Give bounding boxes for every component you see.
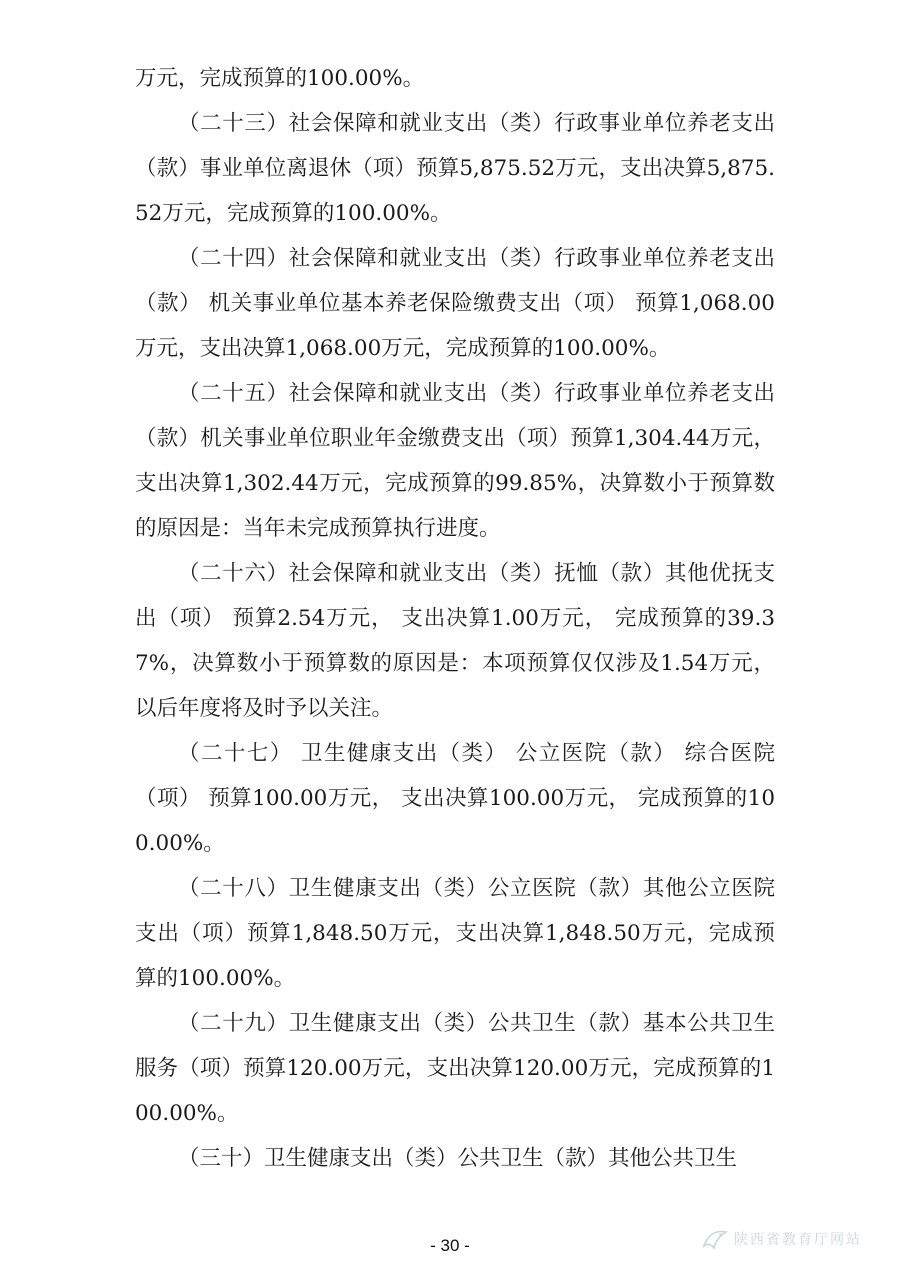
paragraph-4: （二十六）社会保障和就业支出（类）抚恤（款）其他优抚支出（项） 预算2.54万元， 支出决算1.00万元， 完成预算的39.37%，决算数小于预算数的原因是：本项预算仅仅涉及1.54万元，以后年度将及时予以关注。 (135, 561, 775, 721)
page-number: - 30 - (430, 1236, 470, 1255)
watermark-text: 陕西省教育厅网站 (734, 1232, 862, 1248)
paragraph-7: （二十九）卫生健康支出（类）公共卫生（款）基本公共卫生服务（项）预算120.00万元，支出决算120.00万元，完成预算的100.00%。 (135, 1011, 775, 1126)
paragraph-3: （二十五）社会保障和就业支出（类）行政事业单位养老支出（款）机关事业单位职业年金缴费支出（项）预算1,304.44万元，支出决算1,302.44万元，完成预算的99.85%，决算数小于预算数的原因是：当年未完成预算执行进度。 (135, 381, 775, 541)
paragraph-2: （二十四）社会保障和就业支出（类）行政事业单位养老支出（款） 机关事业单位基本养老保险缴费支出（项） 预算1,068.00万元，支出决算1,068.00万元，完成预算的100.00%。 (135, 246, 775, 361)
paragraph-8: （三十）卫生健康支出（类）公共卫生（款）其他公共卫生 (178, 1146, 738, 1171)
body-text (135, 56, 775, 1181)
watermark (702, 1228, 862, 1250)
logo-icon (702, 1228, 728, 1250)
paragraph-5: （二十七） 卫生健康支出（类） 公立医院（款） 综合医院（项） 预算100.00万元， 支出决算100.00万元， 完成预算的100.00%。 (135, 741, 775, 856)
paragraph-6: （二十八）卫生健康支出（类）公立医院（款）其他公立医院支出（项）预算1,848.50万元，支出决算1,848.50万元，完成预算的100.00%。 (135, 876, 775, 991)
paragraph-0: 万元，完成预算的100.00%。 (135, 66, 425, 91)
paragraph-1: （二十三）社会保障和就业支出（类）行政事业单位养老支出（款）事业单位离退休（项）预算5,875.52万元，支出决算5,875.52万元，完成预算的100.00%。 (135, 111, 775, 226)
